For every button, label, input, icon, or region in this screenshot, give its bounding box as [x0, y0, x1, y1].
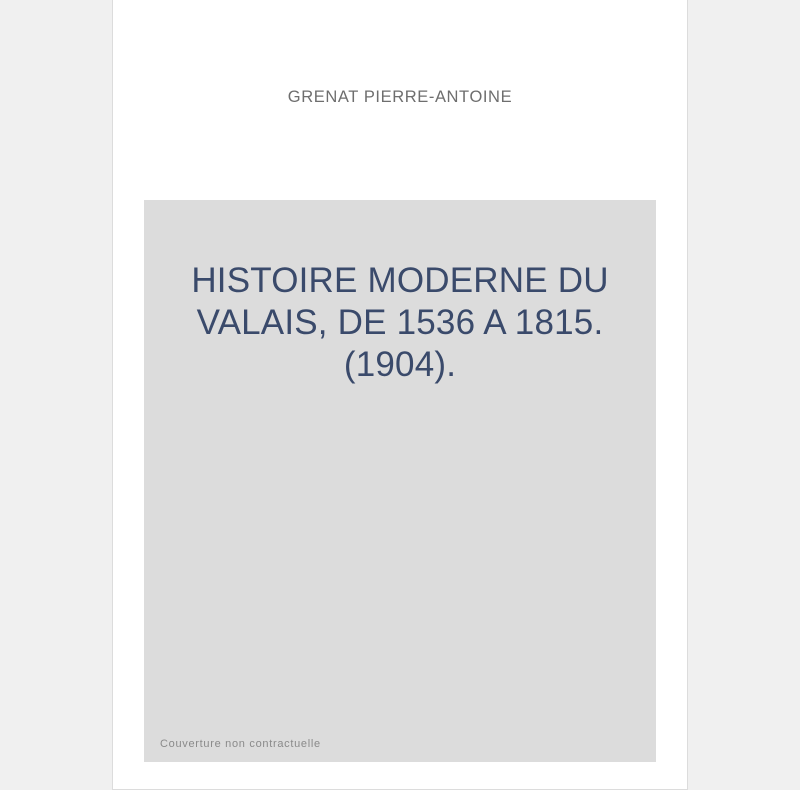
sheet-edge-left — [112, 0, 113, 790]
right-margin-band — [688, 0, 800, 800]
sheet-edge-right — [687, 0, 688, 790]
author-name: GRENAT PIERRE-ANTOINE — [287, 88, 513, 106]
cover-disclaimer: Couverture non contractuelle — [160, 738, 321, 750]
left-margin-band — [0, 0, 112, 800]
book-title: HISTOIRE MODERNE DU VALAIS, DE 1536 A 1815. (1904). — [191, 261, 609, 384]
title-panel — [144, 200, 656, 762]
bottom-strip — [0, 790, 800, 800]
